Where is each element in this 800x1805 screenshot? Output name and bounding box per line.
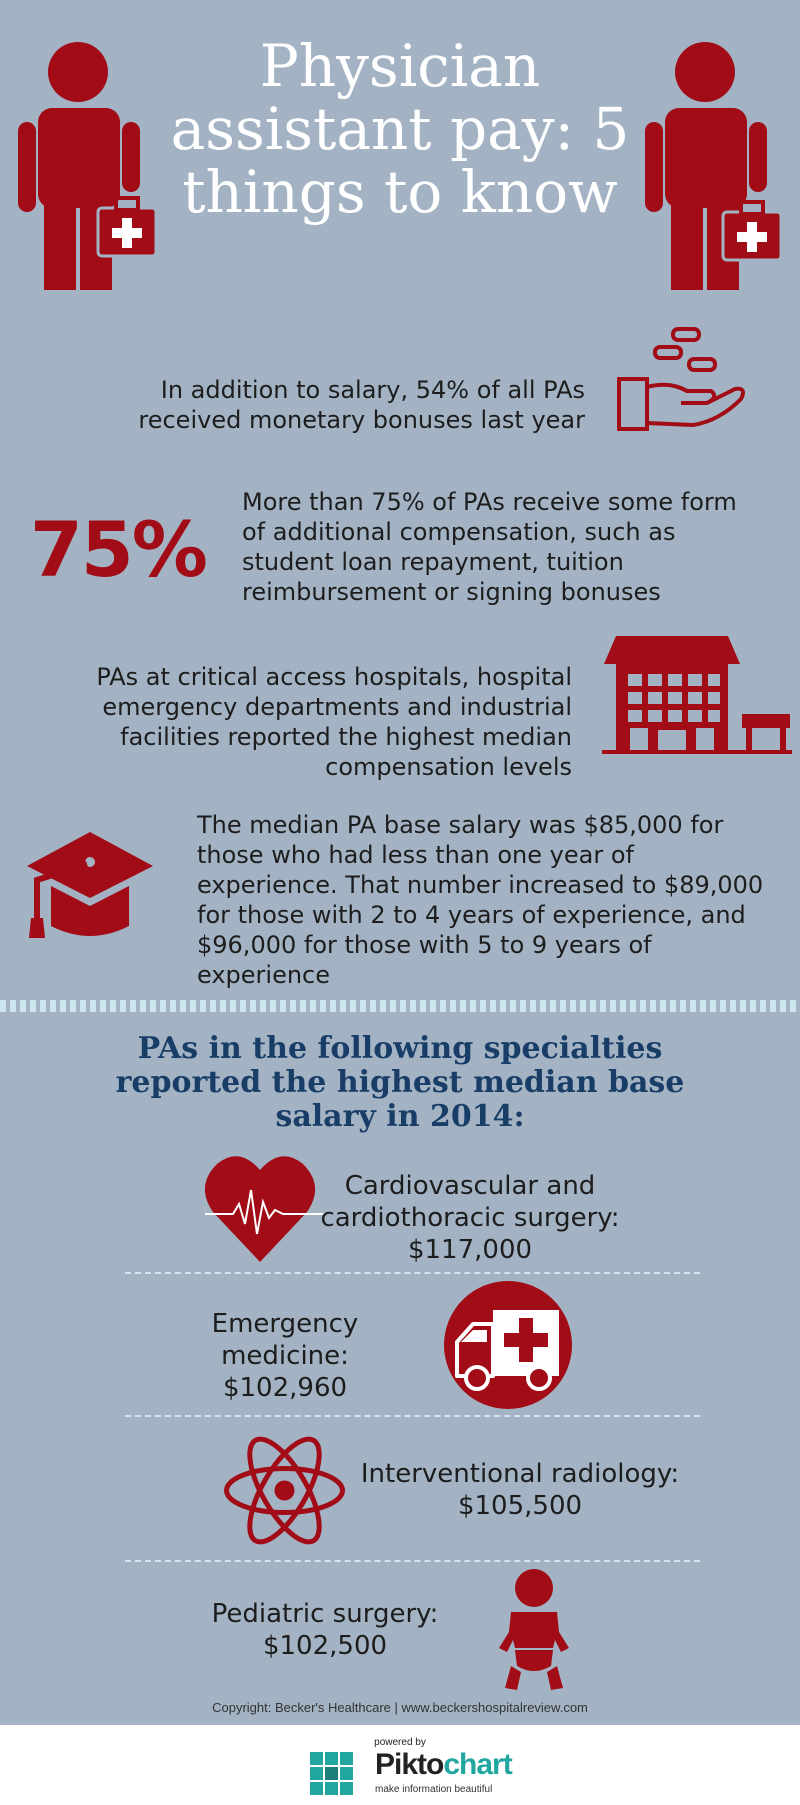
ambulance-icon [443, 1280, 573, 1410]
specialties-heading: PAs in the following specialties reported the highest median base salary in 2014: [115, 1031, 685, 1134]
brand-tagline: make information beautiful [375, 1784, 493, 1795]
piktochart-logo-icon[interactable] [310, 1752, 354, 1796]
specialty-name: Emergency medicine: [211, 1309, 359, 1371]
specialty-pediatric-surgery [200, 1598, 450, 1662]
specialty-salary: $105,500 [457, 1491, 583, 1521]
copyright-note: Copyright: Becker's Healthcare | www.beckershospitalreview.com [212, 1700, 588, 1715]
fact-additional-compensation: More than 75% of PAs receive some form of additional compensation, such as student loan repayment, tuition reimbursement or signing bonuses [242, 488, 737, 606]
powered-by-label: powered by [374, 1737, 426, 1748]
fact-bonuses: In addition to salary, 54% of all PAs received monetary bonuses last year [138, 376, 585, 434]
specialty-emergency-medicine [150, 1308, 420, 1404]
specialty-salary: $102,500 [262, 1631, 388, 1661]
specialty-name: Pediatric surgery: [211, 1599, 439, 1629]
specialty-name: Cardiovascular and cardiothoracic surgery: [320, 1171, 620, 1233]
baby-icon [497, 1568, 572, 1693]
hospital-building-icon [602, 632, 792, 757]
dashed-separator [125, 1272, 700, 1274]
specialty-salary: $117,000 [407, 1235, 533, 1265]
piktochart-brand-name[interactable] [375, 1748, 512, 1782]
brand-part-2: chart [443, 1748, 512, 1781]
doctor-left-icon [18, 40, 158, 290]
section-divider [0, 1000, 800, 1012]
fact-base-salary-experience: The median PA base salary was $85,000 for those who had less than one year of experience. That number increased to $89,000 for those with 2 to 4 years of experience, and $96,000 for those with 5 to 9 years of experience [197, 811, 764, 989]
specialty-name: Interventional radiology: [360, 1459, 680, 1489]
specialty-cardiovascular [305, 1170, 635, 1266]
doctor-right-icon [645, 40, 785, 290]
specialty-interventional-radiology [360, 1458, 680, 1522]
atom-icon [222, 1428, 347, 1553]
dashed-separator [125, 1415, 700, 1417]
graduation-cap-icon [25, 828, 155, 938]
fact-hospital-types: PAs at critical access hospitals, hospital emergency departments and industrial facilities reported the highest median compensation levels [96, 663, 572, 781]
page-title: Physician assistant pay: 5 things to know [170, 32, 630, 226]
brand-part-1: Pikto [375, 1748, 444, 1781]
money-hand-icon [615, 325, 750, 435]
dashed-separator [125, 1560, 700, 1562]
specialty-salary: $102,960 [222, 1373, 348, 1403]
highlight-75-percent: 75% [30, 505, 206, 594]
